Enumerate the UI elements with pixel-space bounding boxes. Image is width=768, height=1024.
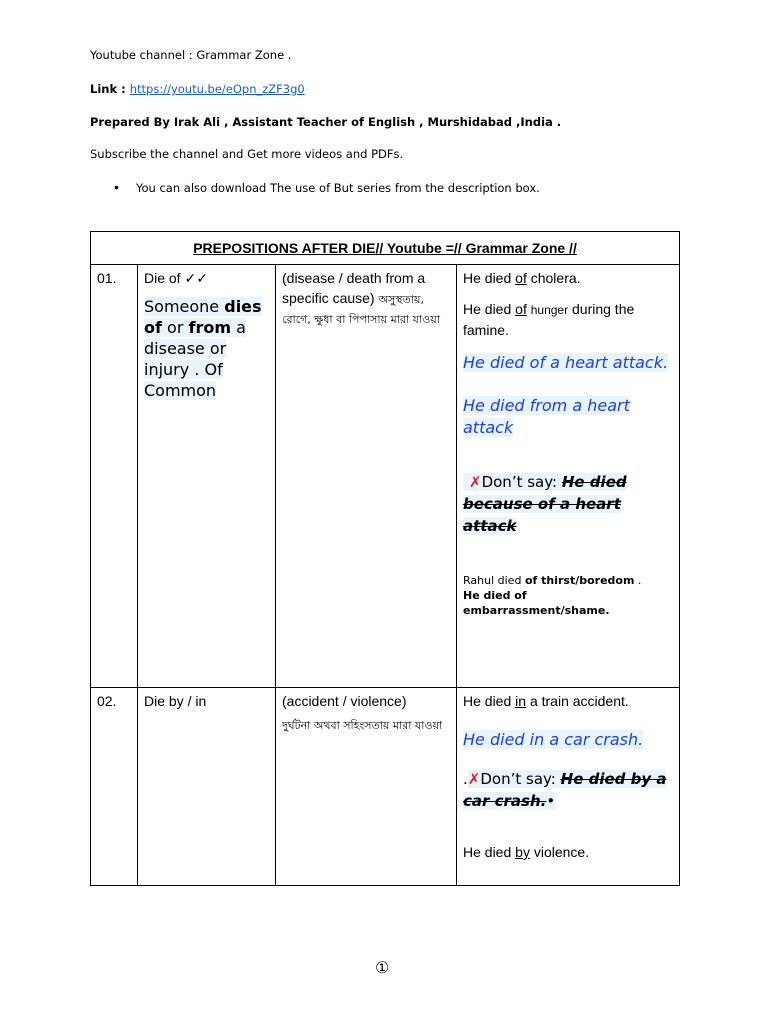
examples-cell xyxy=(457,688,680,886)
meaning-text: (disease / death from a specific cause) xyxy=(282,270,426,306)
example-sentence: He died in a train accident. xyxy=(463,693,629,709)
usage-note: Someone dies of or from a disease or injury . Of Common xyxy=(144,297,262,400)
bullet-icon: • xyxy=(114,179,119,195)
preposition-label: Die of ✓✓ xyxy=(144,270,208,286)
bengali-meaning: অসুস্থতায়, রোগে, ক্ষুধা বা পিপাসায় মারা যাওয়া xyxy=(282,293,440,326)
table-title: PREPOSITIONS AFTER DIE// Youtube =// Grammar Zone // xyxy=(91,232,680,265)
example-highlight: He died of a heart attack. xyxy=(463,353,669,372)
example-highlight: He died from a heart attack xyxy=(463,396,630,437)
dont-say-line: .✗Don’t say: He died by a car crash.• xyxy=(463,770,667,810)
example-highlight: He died in a car crash. xyxy=(463,730,644,749)
preposition-cell xyxy=(138,688,276,886)
table-row xyxy=(91,688,680,886)
preposition-cell xyxy=(138,265,276,688)
meaning-cell xyxy=(276,688,457,886)
example-sentence: He died of hunger during the famine. xyxy=(463,301,635,338)
extra-example: He died of embarrassment/shame. xyxy=(463,589,610,617)
cross-icon: ✗ xyxy=(469,473,482,491)
row-number: 02. xyxy=(91,688,138,886)
bengali-meaning: দুর্ঘটনা অথবা সহিংসতায় মারা যাওয়া xyxy=(282,719,443,732)
prepositions-table xyxy=(90,231,680,886)
preposition-label: Die by / in xyxy=(144,693,207,709)
extra-example: Rahul died of thirst/boredom . xyxy=(463,574,642,587)
table-title-row xyxy=(91,232,680,265)
cross-icon: ✗ xyxy=(467,770,481,788)
link-line xyxy=(90,82,305,96)
meaning-cell xyxy=(276,265,457,688)
channel-line: Youtube channel : Grammar Zone . xyxy=(90,48,292,62)
meaning-text: (accident / violence) xyxy=(282,693,407,709)
table-row xyxy=(91,265,680,688)
example-sentence: He died by violence. xyxy=(463,844,590,860)
prepared-by-line: Prepared By Irak Ali , Assistant Teacher of English , Murshidabad ,India . xyxy=(90,115,562,129)
download-bullet: You can also download The use of But series from the description box. xyxy=(136,181,540,195)
dont-say-line: ✗Don’t say: He died because of a heart attack xyxy=(463,473,627,535)
page-number: ① xyxy=(375,958,390,977)
subscribe-line: Subscribe the channel and Get more videos and PDFs. xyxy=(90,147,404,161)
example-sentence: He died of cholera. xyxy=(463,270,581,286)
examples-cell xyxy=(457,265,680,688)
row-number: 01. xyxy=(91,265,138,688)
link-label: Link : xyxy=(90,82,130,96)
youtube-link[interactable]: https://youtu.be/eOpn_zZF3g0 xyxy=(129,82,305,96)
